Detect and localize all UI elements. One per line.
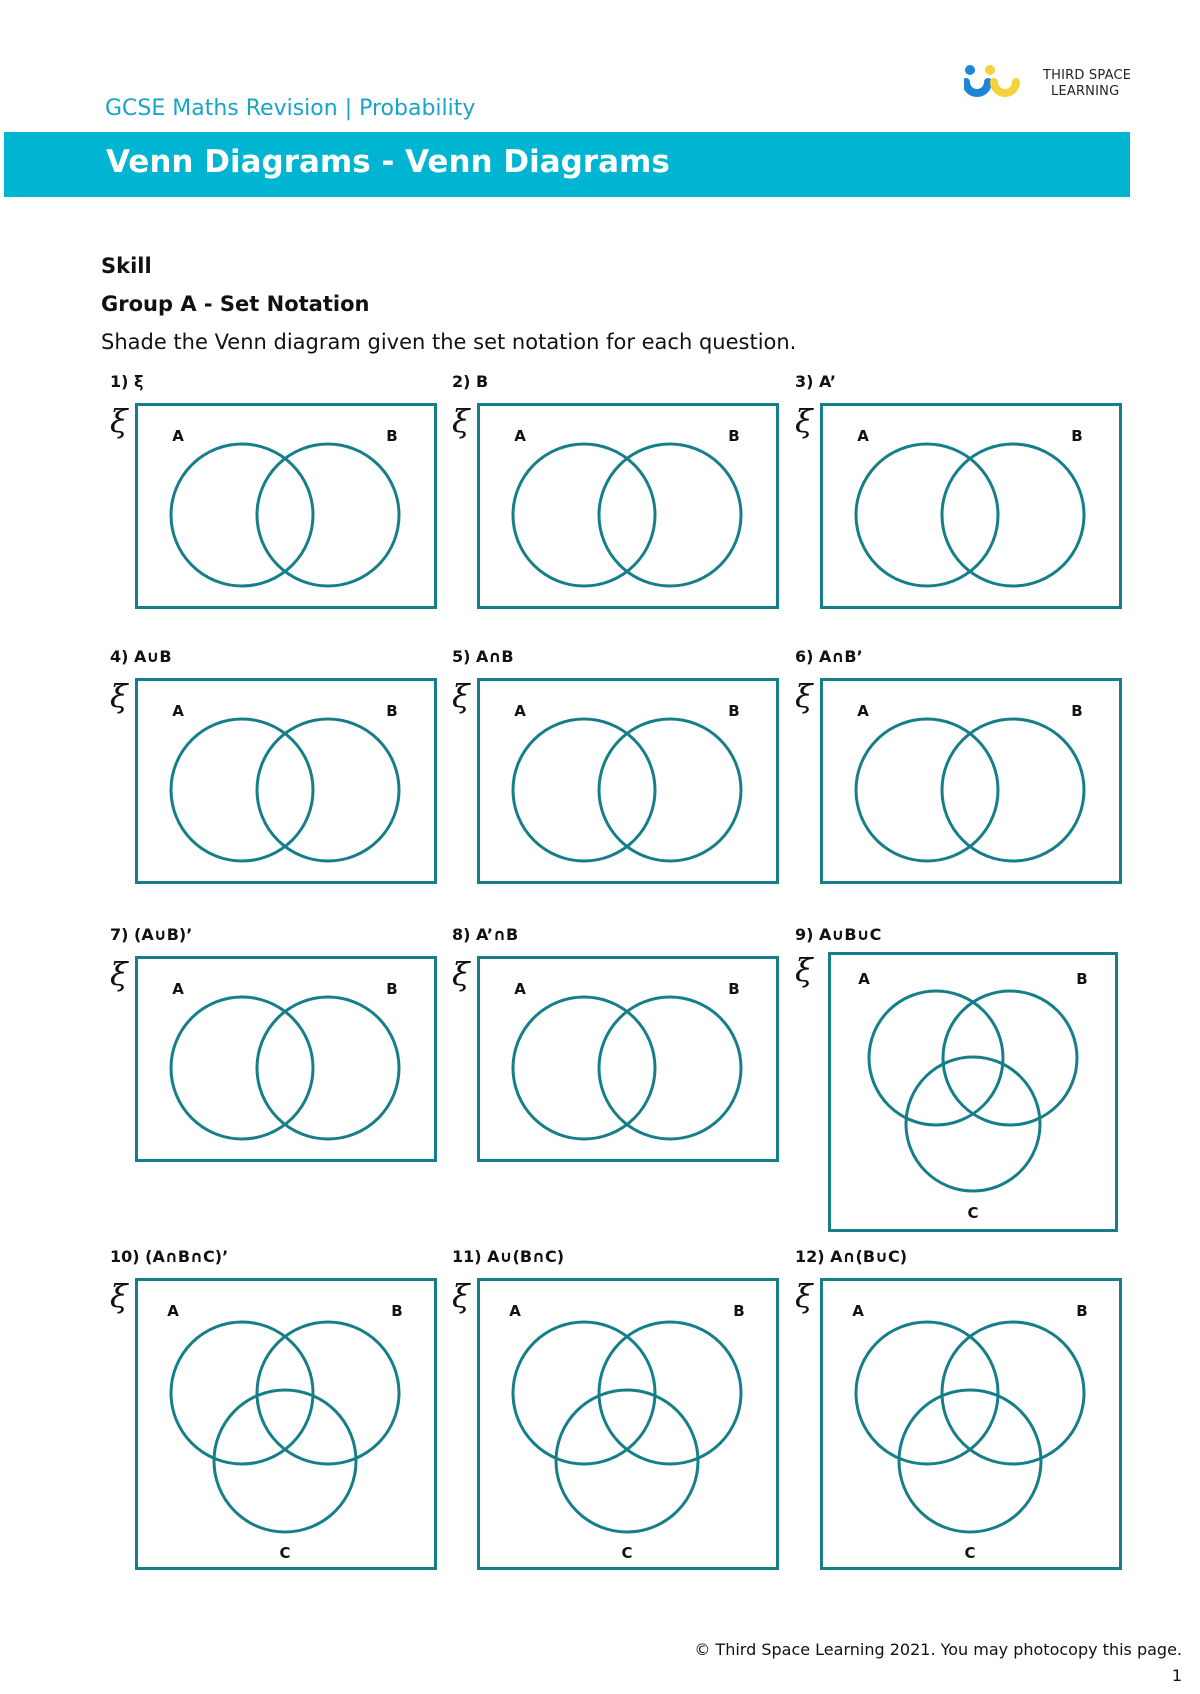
circle-b[interactable] [599,719,741,861]
universal-set-symbol: ξ [110,677,128,715]
set-label-b: B [728,427,740,445]
question-label: 3) A’ [795,372,837,391]
venn-diagram[interactable] [820,678,1122,884]
circle-a[interactable] [171,1322,313,1464]
circle-b[interactable] [599,1322,741,1464]
circle-b[interactable] [257,1322,399,1464]
circle-c[interactable] [899,1390,1041,1532]
venn-diagram[interactable] [135,678,437,884]
universal-set-symbol: ξ [452,1277,470,1315]
circle-a[interactable] [513,719,655,861]
set-label-b: B [386,702,398,720]
set-label-c: C [279,1544,291,1562]
circle-b[interactable] [942,719,1084,861]
circle-a[interactable] [513,997,655,1139]
question-label: 4) A∪B [110,647,172,666]
universal-set-symbol: ξ [452,955,470,993]
set-label-a: A [858,970,870,988]
group-heading: Group A - Set Notation [101,292,370,316]
question-label: 7) (A∪B)’ [110,925,193,944]
universal-set-symbol: ξ [110,402,128,440]
instruction-text: Shade the Venn diagram given the set notation for each question. [101,330,797,354]
universal-set-symbol: ξ [795,951,813,989]
set-label-b: B [728,702,740,720]
page-title: Venn Diagrams - Venn Diagrams [106,144,670,180]
subject-heading: GCSE Maths Revision | Probability [105,96,476,121]
set-label-a: A [857,427,869,445]
venn-diagram[interactable] [820,403,1122,609]
question-label: 6) A∩B’ [795,647,863,666]
circle-b[interactable] [942,444,1084,586]
venn-diagram[interactable] [477,956,779,1162]
question-label: 5) A∩B [452,647,514,666]
circle-a[interactable] [856,719,998,861]
venn-diagram[interactable] [828,952,1118,1232]
circle-b[interactable] [257,997,399,1139]
question-label: 11) A∪(B∩C) [452,1247,565,1266]
page-number: 1 [1171,1666,1182,1685]
set-label-b: B [1071,427,1083,445]
set-label-b: B [728,980,740,998]
venn-diagram[interactable] [135,956,437,1162]
set-label-a: A [172,427,184,445]
question-label: 9) A∪B∪C [795,925,882,944]
universal-set-symbol: ξ [110,1277,128,1315]
set-label-b: B [1071,702,1083,720]
set-label-c: C [967,1204,979,1222]
set-label-a: A [514,427,526,445]
circle-b[interactable] [599,997,741,1139]
circle-a[interactable] [513,1322,655,1464]
set-label-b: B [391,1302,403,1320]
set-label-a: A [172,702,184,720]
question-label: 2) B [452,372,489,391]
venn-diagram[interactable] [135,1278,437,1570]
universal-set-symbol: ξ [110,955,128,993]
set-label-a: A [857,702,869,720]
set-label-a: A [514,980,526,998]
venn-diagram[interactable] [820,1278,1122,1570]
universal-set-symbol: ξ [452,677,470,715]
set-label-a: A [514,702,526,720]
circle-a[interactable] [856,444,998,586]
question-label: 8) A’∩B [452,925,519,944]
venn-diagram[interactable] [477,1278,779,1570]
question-label: 1) ξ [110,372,144,391]
circle-a[interactable] [171,444,313,586]
universal-set-rectangle [830,954,1117,1231]
skill-heading: Skill [101,254,152,278]
venn-diagram[interactable] [477,403,779,609]
universal-set-symbol: ξ [795,677,813,715]
set-label-c: C [621,1544,633,1562]
universal-set-symbol: ξ [452,402,470,440]
set-label-b: B [733,1302,745,1320]
set-label-b: B [386,427,398,445]
set-label-a: A [167,1302,179,1320]
circle-a[interactable] [171,997,313,1139]
circle-c[interactable] [214,1390,356,1532]
circle-b[interactable] [257,444,399,586]
question-label: 10) (A∩B∩C)’ [110,1247,229,1266]
set-label-b: B [1076,1302,1088,1320]
set-label-a: A [852,1302,864,1320]
copyright-notice: © Third Space Learning 2021. You may photocopy this page. [694,1640,1182,1659]
set-label-b: B [1076,970,1088,988]
circle-a[interactable] [171,719,313,861]
venn-diagram[interactable] [477,678,779,884]
set-label-b: B [386,980,398,998]
circle-c[interactable] [556,1390,698,1532]
circle-b[interactable] [599,444,741,586]
circle-a[interactable] [513,444,655,586]
universal-set-symbol: ξ [795,402,813,440]
title-banner [4,132,1130,197]
logo-text: THIRD SPACE LEARNING [1043,68,1132,99]
set-label-c: C [964,1544,976,1562]
set-label-a: A [172,980,184,998]
set-label-a: A [509,1302,521,1320]
question-label: 12) A∩(B∪C) [795,1247,908,1266]
circle-b[interactable] [942,1322,1084,1464]
circle-b[interactable] [257,719,399,861]
circle-a[interactable] [856,1322,998,1464]
universal-set-symbol: ξ [795,1277,813,1315]
venn-diagram[interactable] [135,403,437,609]
